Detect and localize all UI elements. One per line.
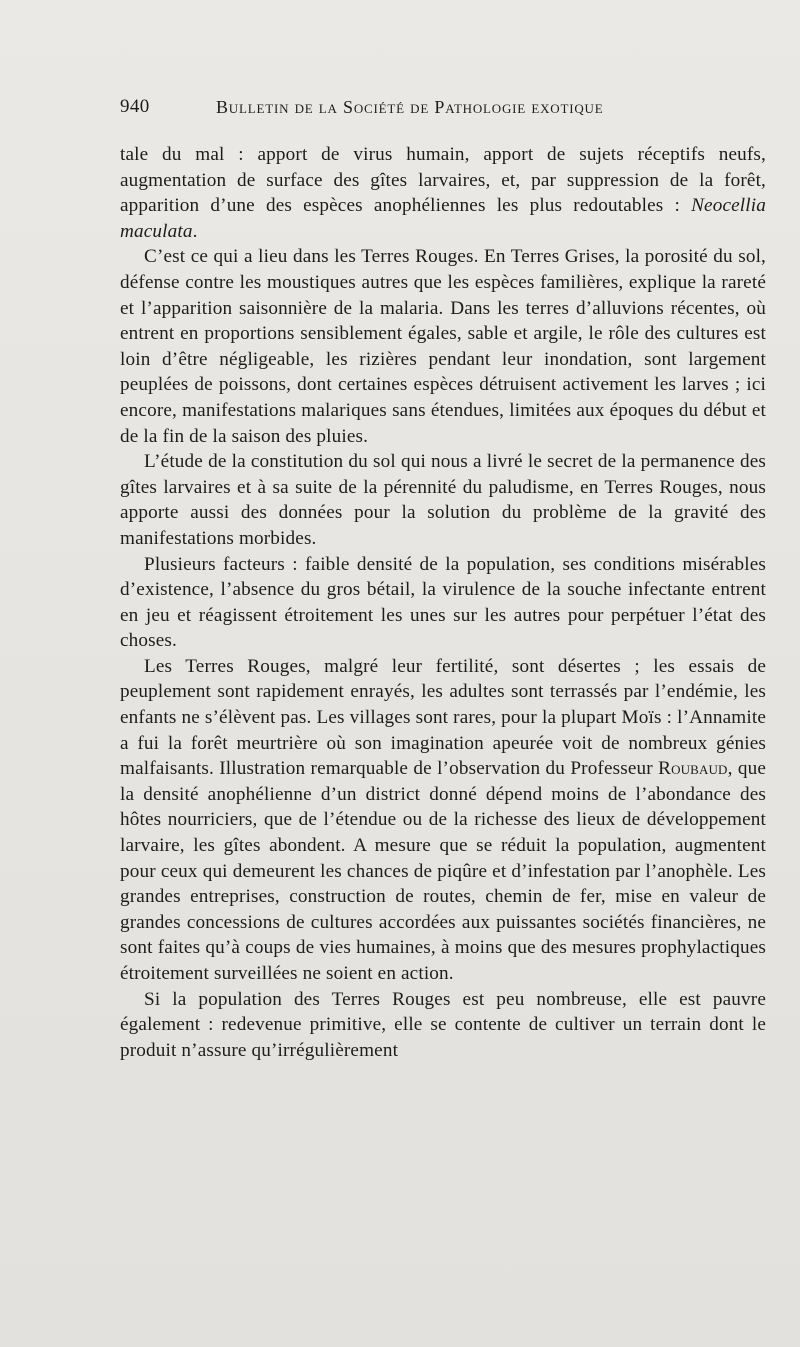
paragraph-1-text: tale du mal : apport de virus humain, apport de sujets réceptifs neufs, augmentation de surface des gîtes larvaires, et, par suppression de la forêt, apparition d’une des espèces anophéliennes les plus redoutables : (120, 144, 766, 217)
species-name: Neocellia maculata (120, 195, 766, 242)
paragraph-6: Si la population des Terres Rouges est peu nombreuse, elle est pauvre également : redevenue primitive, elle se contente de cultiver un terrain dont le produit n’assure qu’irrégulièrement (120, 988, 766, 1061)
paragraph-5 (120, 654, 766, 987)
body-text (120, 142, 766, 1063)
paragraph-5-text-cont: , que la densité anophélienne d’un district donné dépend moins de l’abondance des hôtes nourriciers, que de l’étendue ou de la richesse des lieux de développement larvaire, les gîtes abondent. A mesure que se réduit la population, augmentent pour ceux qui demeurent les chances de piqûre et d’infestation par l’anophèle. Les grandes entreprises, construction de routes, chemin de fer, mise en valeur de grandes concessions de cultures accordées aux puissantes sociétés financières, ne sont faites qu’à coups de vies humaines, à moins que des mesures prophylactiques étroitement surveillées ne soient en action. (120, 758, 766, 984)
paragraph-4: Plusieurs facteurs : faible densité de la population, ses conditions misérables d’existence, l’absence du gros bétail, la virulence de la souche infectante entrent en jeu et réagissent étroitement les unes sur les autres pour perpétuer l’état des choses. (120, 553, 766, 652)
paragraph-1 (120, 142, 766, 244)
author-name: Roubaud (658, 758, 728, 780)
paragraph-2: C’est ce qui a lieu dans les Terres Rouges. En Terres Grises, la porosité du sol, défense contre les moustiques autres que les espèces familières, explique la rareté et l’apparition saisonnière de la malaria. Dans les terres d’alluvions récentes, où entrent en proportions sensiblement égales, sable et argile, le rôle des cultures est loin d’être négligeable, les rizières pendant leur inondation, sont largement peuplées de poissons, dont certaines espèces détruisent activement les larves ; ici encore, manifestations malariques sans étendues, limitées aux époques du début et de la fin de la saison des pluies. (120, 246, 766, 447)
paragraph-3: L’étude de la constitution du sol qui nous a livré le secret de la permanence des gîtes larvaires et à sa suite de la pérennité du paludisme, en Terres Rouges, nous apporte aussi des données pour la solution du problème de la gravité des manifestations morbides. (120, 451, 766, 549)
journal-title: Bulletin de la Société de Pathologie exotique (216, 97, 604, 117)
paragraph-5-text: Les Terres Rouges, malgré leur fertilité, sont désertes ; les essais de peuplement sont rapidement enrayés, les adultes sont terrassés par l’endémie, les enfants ne s’élèvent pas. Les villages sont rares, pour la plupart Moïs : l’Annamite a fui la forêt meurtrière où son imagination apeurée voit de nombreux génies malfaisants. Illustration remarquable de l’observation du Professeur (120, 655, 766, 780)
page-number: 940 (120, 96, 150, 117)
running-head (120, 95, 766, 119)
paragraph-1-end: . (192, 220, 198, 242)
